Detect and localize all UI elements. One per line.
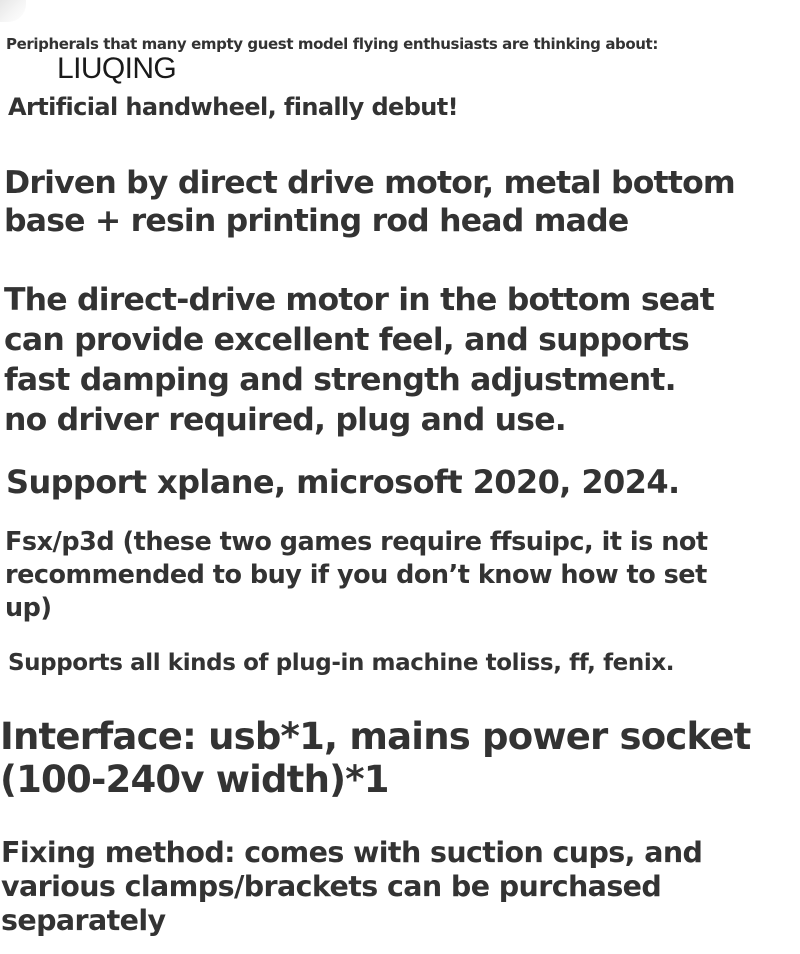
motor-line: The direct-drive motor in the bottom seat xyxy=(4,282,715,318)
motor-description xyxy=(4,280,714,440)
fsx-line: up) xyxy=(5,593,52,623)
interface-line: Interface: usb*1, mains power socket xyxy=(0,715,751,758)
fixing-line: various clamps/brackets can be purchased xyxy=(1,870,662,903)
watermark-text: LIUQING xyxy=(57,52,177,85)
plugin-support-text: Supports all kinds of plug-in machine toliss, ff, fenix. xyxy=(8,650,675,676)
drive-description xyxy=(4,164,735,240)
motor-line: no driver required, plug and use. xyxy=(4,402,566,438)
drive-line: base + resin printing rod head made xyxy=(4,203,629,239)
motor-line: can provide excellent feel, and supports xyxy=(4,322,689,358)
fsx-note xyxy=(5,526,708,625)
drive-line: Driven by direct drive motor, metal bottom xyxy=(4,165,735,201)
fsx-line: recommended to buy if you don’t know how to set xyxy=(5,560,707,590)
motor-line: fast damping and strength adjustment. xyxy=(4,362,676,398)
corner-shadow xyxy=(0,0,26,22)
interface-line: (100-240v width)*1 xyxy=(0,758,389,801)
intro-text: Peripherals that many empty guest model flying enthusiasts are thinking about: xyxy=(6,35,658,53)
fixing-method xyxy=(1,836,702,938)
interface-spec xyxy=(0,715,751,801)
support-text: Support xplane, microsoft 2020, 2024. xyxy=(6,463,680,501)
fixing-line: Fixing method: comes with suction cups, and xyxy=(1,836,703,869)
fsx-line: Fsx/p3d (these two games require ffsuipc, it is not xyxy=(5,527,708,557)
fixing-line: separately xyxy=(1,904,166,937)
headline: Artificial handwheel, finally debut! xyxy=(8,93,459,121)
